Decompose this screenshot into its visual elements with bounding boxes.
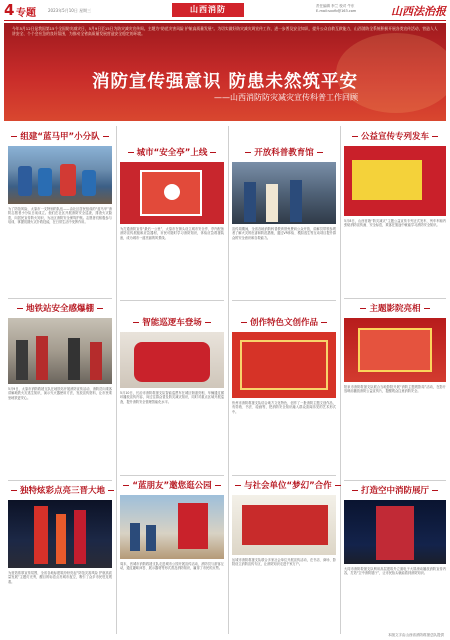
- column-divider: [116, 126, 117, 634]
- article-title: 智能巡逻车登场: [120, 316, 224, 328]
- banner-subtitle: ——山西消防防灾减灾宣传科普工作回顾: [214, 93, 358, 102]
- article-title: 主题影院亮相: [344, 302, 446, 314]
- article-light-show: [8, 484, 112, 640]
- article-photo: [232, 162, 336, 224]
- article-social-cooperation: [232, 479, 336, 640]
- article-photo: [344, 500, 446, 564]
- article-body: 周末，晋城市消防救援支队走进城市公园开展宣传活动，消防员与游客互动，通过趣味问答、展示器材等形式普及消防知识，赢得了市民的点赞。: [120, 562, 224, 571]
- column-divider: [340, 126, 341, 634]
- article-sky-exhibit: [344, 484, 446, 633]
- publication-name: 山西消防: [172, 3, 244, 17]
- article-title: 公益宣传专列发车: [344, 130, 446, 142]
- article-body: 阳泉市消防救援支队联合当地影院开展“消防主题观影周”活动，在影片放映前播放消防公益宣传片，提醒观众注意消防安全。: [344, 385, 446, 394]
- date-line: 2023年5月10日 星期三: [48, 8, 92, 13]
- article-title: 与社会单位“梦幻”合作: [232, 479, 336, 491]
- article-photo: [8, 146, 112, 204]
- column-divider: [228, 126, 229, 634]
- article-photo: [344, 146, 446, 216]
- article-photo: [120, 495, 224, 559]
- article-subway-safety: [8, 302, 112, 483]
- article-photo: [232, 332, 336, 398]
- article-title: “蓝朋友”邀您逛公园: [120, 479, 224, 491]
- article-blue-vest-team: [8, 130, 112, 307]
- footer-credit: 本版文字由山西省消防救援总队提供: [388, 633, 444, 637]
- article-body: 5月10日，长治市消防救援支队智能巡逻车在城区街道亮相，车辆通过循环播放宣传内容，向过往群众普及防灾减灾知识，同时对重点区域开展巡查，提升消防安全管理智能化水平。: [120, 391, 224, 404]
- article-title: 组建“蓝马甲”小分队: [8, 130, 112, 142]
- row-divider: [120, 475, 224, 476]
- masthead-logo: 山西法治报: [391, 5, 446, 18]
- article-body: 5月8日，山西首趟“防灾减灾”主题公益宣传专列正式发车，列车车厢内张贴消防宣传画、安全标语，乘客在旅途中就能学习消防安全知识。: [344, 219, 446, 228]
- banner-lead-text: 今年5月12日是我国第15个全国防灾减灾日，5月9日至15日为防灾减灾宣传周。主题为“防范灾害风险 护航高质量发展”。为切实做好防灾减灾周宣传工作，进一步普及安全知识，提升公众自救互救能力，山西消防全系统积极开展各类宣传活动，营造人人讲安全、个个会应急的良好氛围，为推动全省高质量发展营造安全稳定的环境。: [12, 26, 438, 37]
- article-body: 运城市消防救援支队联合多家社会单位开展宣传活动，在书店、商场、影院设立消防宣传专区，让消防知识走进千家万户。: [232, 558, 336, 567]
- article-photo: [344, 318, 446, 382]
- article-body: 宣传周期间，全省各地消防科普教育馆免费向公众开放，讲解员带领参观者了解火灾的危害和防范措施，通过VR体验、模拟逃生等互动项目提升群众的安全意识和自救能力。: [232, 227, 336, 240]
- article-science-museum: [232, 146, 336, 307]
- page-header: [0, 0, 450, 22]
- article-photo: [8, 500, 112, 568]
- article-title: 独特炫彩点亮三晋大地: [8, 484, 112, 496]
- article-photo: [8, 318, 112, 384]
- header-rule: [4, 20, 446, 21]
- article-title: 创作特色文创作品: [232, 316, 336, 328]
- article-body: 为打通消防宣传“最后一公里”，太原市在街头设立城市安全亭，亭内配备消防宣传展板和应急器材，市民可随时学习消防知识，体验应急救援装备，成为城市一道亮丽的风景线。: [120, 227, 224, 240]
- editor-line: 责任编辑 李兰 校对 牛东: [316, 4, 355, 8]
- article-photo: [120, 332, 224, 388]
- article-body: 大同市消防救援支队利用高层建筑外立面电子大屏滚动播放消防宣传内容，打造“空中消防展厅”，让市民抬头就能看到消防知识。: [344, 567, 446, 576]
- article-title: 打造空中消防展厅: [344, 484, 446, 496]
- article-patrol-car: [120, 316, 224, 471]
- article-body: 为了防范风险，太原市一支特别的队伍——由社区居民组成的“蓝马甲”消防志愿者小分队日前成立。他们在社区开展消防安全巡查，排查火灾隐患，向居民宣传防火知识，为社区消防安全保驾护航。志愿者们积极参与培训，掌握初期火灾扑救技能，在日常生活中发挥作用。: [8, 207, 112, 225]
- article-body: 5月9日，太原市消防救援支队在地铁站开展消防宣传活动，消防员向乘客讲解地铁火灾逃生知识，演示灭火器使用方法，发放宣传资料，让市民乘坐地铁更安心。: [8, 387, 112, 400]
- article-cultural-creations: [232, 316, 336, 475]
- article-body: 为营造浓厚宣传氛围，全省各地标建筑纷纷亮起“防范灾害风险 护航高质量发展”主题灯光秀，醒目的标语点亮城市夜空，吸引了众多市民驻足观看。: [8, 571, 112, 584]
- article-park-event: [120, 479, 224, 640]
- email-line: E-mail:sxxfb@163.com: [316, 9, 357, 13]
- article-cinema: [344, 302, 446, 485]
- article-title: 城市“安全亭”上线: [120, 146, 224, 158]
- article-title: 开放科普教育馆: [232, 146, 336, 158]
- row-divider: [232, 475, 336, 476]
- article-photo: [232, 495, 336, 555]
- page-number: 4: [4, 1, 15, 19]
- banner-title: 消防宣传强意识 防患未然筑平安: [91, 72, 359, 92]
- section-label: 专题: [16, 8, 36, 19]
- article-safety-kiosk: [120, 146, 224, 307]
- article-title: 地铁站安全感爆棚: [8, 302, 112, 314]
- article-body: 忻州市消防救援支队结合地方文化特色，创作了一批消防主题文创作品，有剪纸、书法、绘画等，把消防安全知识融入群众喜闻乐见的艺术形式中。: [232, 401, 336, 414]
- article-photo: [120, 162, 224, 224]
- headline-banner: [4, 23, 446, 121]
- article-train: [344, 130, 446, 303]
- editor-info: [316, 4, 356, 14]
